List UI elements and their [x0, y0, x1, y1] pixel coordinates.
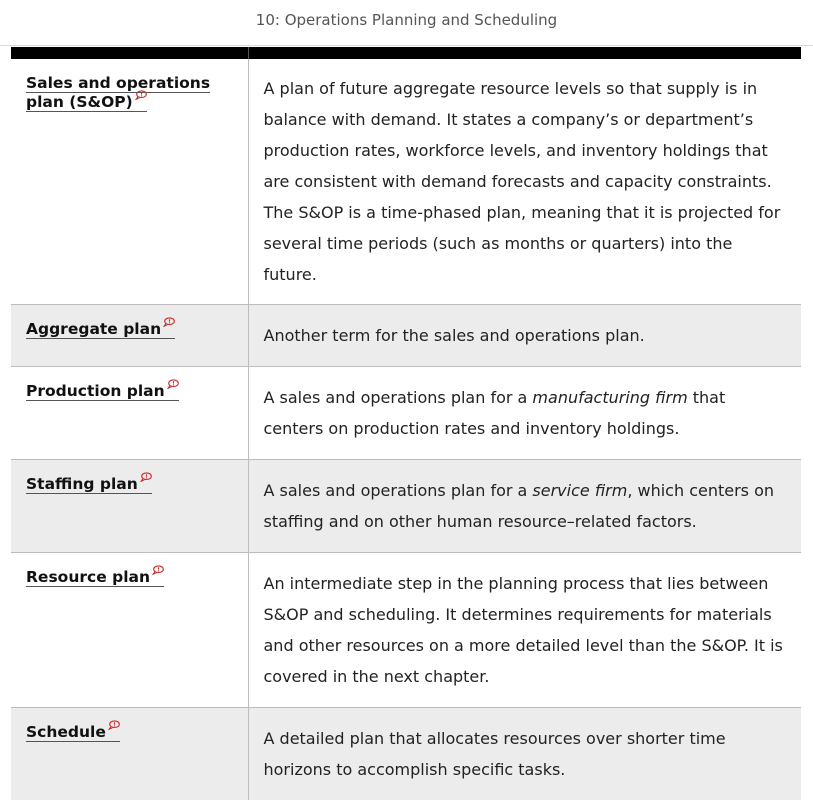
term-cell: [11, 59, 248, 305]
table-row: [11, 367, 801, 460]
definition-cell: [248, 553, 801, 708]
table-row: [11, 460, 801, 553]
term-cell: [11, 305, 248, 367]
definition-text: A plan of future aggregate resource levels so that supply is in balance with demand. It states a company’s or department’s production rates, workforce levels, and inventory holdings that are consistent with demand forecasts and capacity constraints. The S&OP is a time-phased plan, meaning that it is projected for several time periods (such as months or quarters) into the future.: [264, 79, 781, 284]
page-title: 10: Operations Planning and Scheduling: [256, 11, 557, 29]
definition-text: An intermediate step in the planning process that lies between S&OP and scheduling. It determines requirements for materials and other resources on a more detailed level than the S&OP. It is covered in the next chapter.: [264, 574, 783, 686]
definition-text: Another term for the sales and operations plan.: [264, 326, 645, 345]
term-cell: [11, 460, 248, 553]
definition-text: A sales and operations plan for a service firm, which centers on staffing and on other human resource–related factors.: [264, 481, 775, 531]
term-link-staffing-plan[interactable]: Staffing plan: [26, 475, 152, 494]
term-cell: [11, 708, 248, 800]
glossary-table: [11, 47, 801, 800]
table-row: [11, 59, 801, 305]
definition-emphasis: service firm: [532, 481, 627, 500]
term-cell: [11, 367, 248, 460]
definition-emphasis: manufacturing firm: [532, 388, 687, 407]
comment-icon: [163, 317, 175, 327]
definition-text: A detailed plan that allocates resources over shorter time horizons to accomplish specific tasks.: [264, 729, 726, 779]
definition-cell: [248, 367, 801, 460]
table-row: [11, 305, 801, 367]
table-header-term-cell: [11, 47, 249, 59]
table-header-strip: [11, 47, 801, 59]
comment-icon: [167, 379, 179, 389]
term-link-aggregate-plan[interactable]: Aggregate plan: [26, 320, 175, 339]
term-link-schedule[interactable]: Schedule: [26, 723, 120, 742]
term-link-production-plan[interactable]: Production plan: [26, 382, 179, 401]
comment-icon: [108, 720, 120, 730]
definition-cell: [248, 59, 801, 305]
definition-text: A sales and operations plan for a manufacturing firm that centers on production rates and inventory holdings.: [264, 388, 726, 438]
top-bar: [0, 0, 813, 46]
term-cell: [11, 553, 248, 708]
definition-cell: [248, 708, 801, 800]
definition-cell: [248, 305, 801, 367]
comment-icon: [140, 472, 152, 482]
comment-icon: [135, 90, 147, 100]
term-link-sop[interactable]: Sales and operations plan (S&OP): [26, 74, 210, 112]
table-row: [11, 553, 801, 708]
definition-cell: [248, 460, 801, 553]
comment-icon: [152, 565, 164, 575]
table-row: [11, 708, 801, 800]
term-link-resource-plan[interactable]: Resource plan: [26, 568, 164, 587]
